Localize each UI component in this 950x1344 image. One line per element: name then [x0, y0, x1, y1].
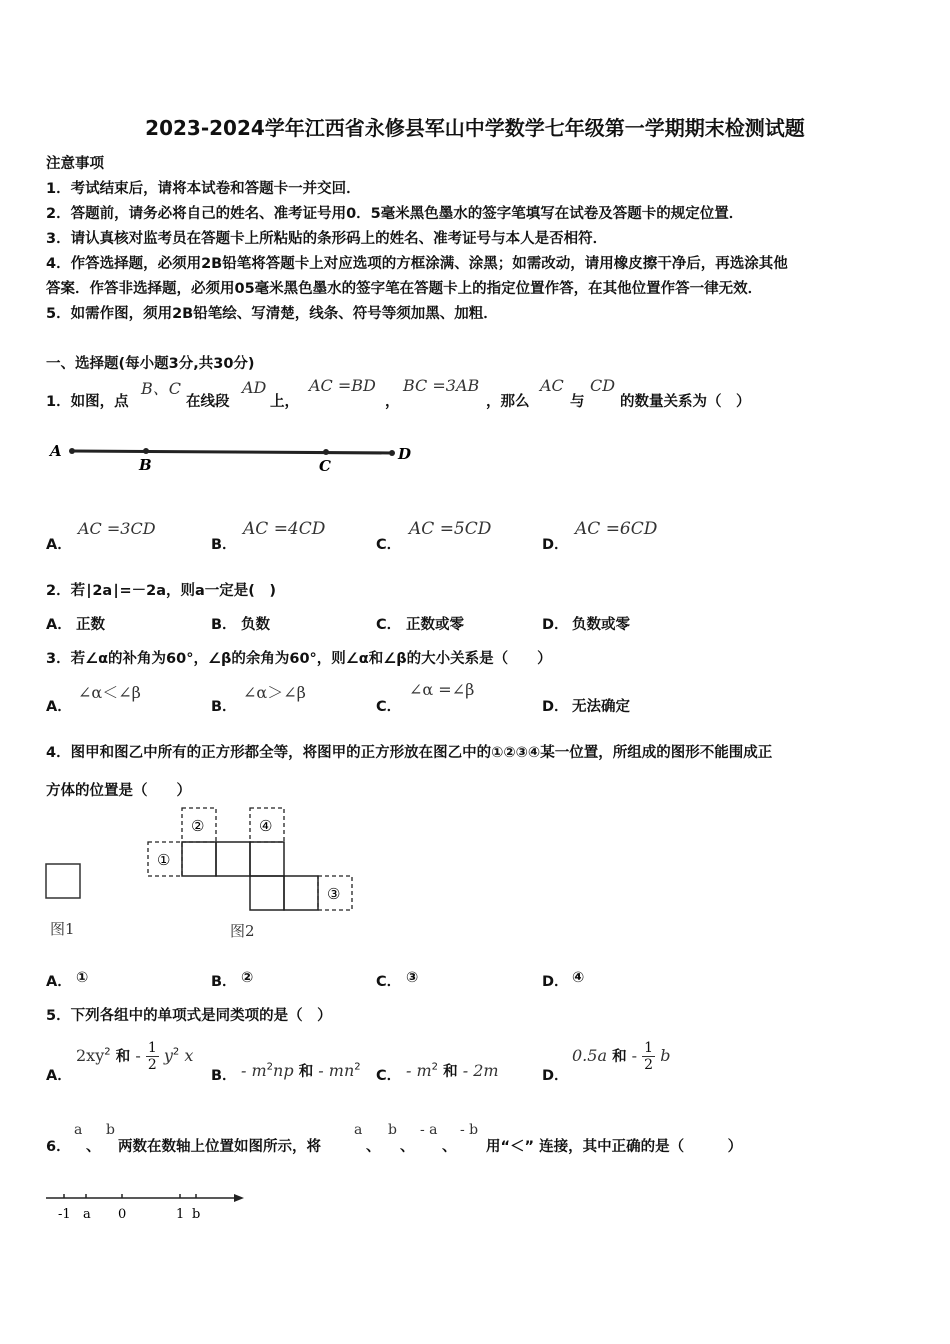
q6-number: 6．: [46, 1139, 71, 1155]
q2-option-d-label: D．: [542, 617, 569, 633]
q6-b: b: [106, 1122, 115, 1138]
q5-option-d-label: D．: [542, 1068, 569, 1084]
point-b: [143, 448, 149, 454]
q2-option-a-label: A．: [46, 617, 72, 633]
note-item-4: 4．作答选择题，必须用2B铅笔将答题卡上对应选项的方框涂满、涂黑；如需改动，请用橡皮擦干净后，再选涂其他: [46, 256, 788, 272]
q1-text-up: 上，: [270, 394, 299, 410]
q6-neg-a: - a: [420, 1122, 438, 1138]
fig2-square-3: [250, 842, 284, 876]
q4-option-c[interactable]: ③: [406, 970, 419, 986]
q1-option-d-label: D．: [542, 537, 569, 553]
q5-a-term1: 2xy: [76, 1046, 105, 1065]
q3-option-a[interactable]: ∠α＜∠β: [78, 683, 141, 702]
note-item-1: 1．考试结束后，请将本试卷和答题卡一并交回．: [46, 181, 361, 197]
q4-option-a-label: A．: [46, 974, 72, 990]
q5-option-a[interactable]: $2xy^2$ 和 - $\frac{1}{2}$ $y^2$ x: [76, 1040, 194, 1073]
q5-option-c-label: C．: [376, 1068, 402, 1084]
q1-cd: CD: [590, 376, 616, 395]
q1-option-c[interactable]: AC =5CD: [409, 519, 492, 539]
tick-label-b: b: [192, 1207, 201, 1222]
tick-label-a: a: [83, 1207, 91, 1222]
mark-1: ①: [157, 851, 171, 869]
fig2-square-2: [216, 842, 250, 876]
q1-ac: AC: [540, 376, 564, 395]
q5-d-fraction: $\frac{1}{2}$: [644, 1040, 654, 1073]
q6-neg-b: - b: [460, 1122, 479, 1138]
q1-option-a-label: A．: [46, 537, 72, 553]
q1-then: ，那么: [486, 394, 530, 410]
q6-sep2: 、: [366, 1139, 381, 1155]
q5-stem: 5．下列各组中的单项式是同类项的是（ ）: [46, 1008, 332, 1024]
mark-2: ②: [191, 817, 205, 835]
q4-option-d-label: D．: [542, 974, 569, 990]
note-item-2: 2．答题前，请务必将自己的姓名、准考证号用0．5毫米黑色墨水的签字笔填写在试卷及答题卡的规定位置．: [46, 206, 744, 222]
q2-option-c-label: C．: [376, 617, 402, 633]
label-a: A: [50, 442, 62, 460]
mark-4: ④: [259, 817, 273, 835]
fig2-label: 图2: [230, 922, 255, 940]
q1-and: 与: [570, 394, 585, 410]
q2-option-d[interactable]: 负数或零: [572, 617, 630, 633]
q3-option-a-label: A．: [46, 699, 72, 715]
q2-option-b-label: B．: [211, 617, 237, 633]
q5-option-d[interactable]: 0.5a 和 - $\frac{1}{2}$ b: [572, 1040, 671, 1073]
q3-option-b-label: B．: [211, 699, 237, 715]
section-heading: 一、选择题(每小题3分,共30分): [46, 356, 255, 372]
q1-segment: AD: [242, 378, 267, 397]
mark-3: ③: [327, 885, 341, 903]
q3-option-d-label: D．: [542, 699, 569, 715]
label-c: C: [319, 457, 331, 475]
segment-ad-line: [72, 451, 392, 453]
fig1-square: [46, 864, 80, 898]
point-d: [389, 450, 395, 456]
label-b: B: [139, 456, 152, 474]
page-title: 2023-2024学年江西省永修县军山中学数学七年级第一学期期末检测试题: [145, 116, 805, 140]
q1-comma: ，: [385, 394, 400, 410]
q6-text-2: 用“＜” 连接，其中正确的是（ ）: [486, 1139, 743, 1155]
fig2-square-1: [182, 842, 216, 876]
q5-a-fraction: $\frac{1}{2}$: [147, 1040, 157, 1073]
q6-text-1: 两数在数轴上位置如图所示，将: [118, 1139, 321, 1155]
q3-option-c-label: C．: [376, 699, 402, 715]
q2-option-a[interactable]: 正数: [76, 617, 105, 633]
tick-label-0: 0: [118, 1207, 127, 1222]
q1-option-c-label: C．: [376, 537, 402, 553]
notes-heading: 注意事项: [46, 156, 104, 172]
q6-sep3: 、: [400, 1139, 415, 1155]
q4-option-c-label: C．: [376, 974, 402, 990]
q1-relation: 的数量关系为（ ）: [620, 394, 751, 410]
q1-eq2: BC =3AB: [403, 376, 480, 395]
q5-option-b[interactable]: - $m^2np$ 和 - $mn^2$: [241, 1061, 361, 1080]
q4-option-b[interactable]: ②: [241, 970, 254, 986]
q1-option-d[interactable]: AC =6CD: [575, 519, 658, 539]
q1-text-on: 在线段: [186, 394, 230, 410]
q5-option-b-label: B．: [211, 1068, 237, 1084]
q1-points: B、C: [141, 379, 182, 398]
q2-stem: 2．若∣2a∣=－2a，则a一定是( ): [46, 583, 277, 599]
q2-option-c[interactable]: 正数或零: [406, 617, 464, 633]
q1-option-b-label: B．: [211, 537, 237, 553]
q4-option-d[interactable]: ④: [572, 970, 585, 986]
q2-option-b[interactable]: 负数: [241, 617, 270, 633]
q4-option-a[interactable]: ①: [76, 970, 89, 986]
tick-label-1: 1: [176, 1207, 185, 1222]
q4-stem-line1: 4．图甲和图乙中所有的正方形都全等，将图甲的正方形放在图乙中的①②③④某一位置，所组成的图形不能围成正: [46, 745, 773, 761]
q6-sep4: 、: [442, 1139, 457, 1155]
q1-option-a[interactable]: AC =3CD: [78, 519, 156, 538]
q3-stem: 3．若∠α的补角为60°，∠β的余角为60°，则∠α和∠β的大小关系是（ ）: [46, 651, 552, 667]
q6-a2: a: [354, 1122, 363, 1138]
q3-option-d[interactable]: 无法确定: [572, 699, 630, 715]
label-d: D: [398, 445, 412, 463]
note-item-4-cont: 答案．作答非选择题，必须用05毫米黑色墨水的签字笔在答题卡上的指定位置作答，在其他位置作答一律无效．: [46, 281, 763, 297]
fig2-square-4: [250, 876, 284, 910]
q4-figure: [40, 800, 370, 945]
point-a: [69, 448, 75, 454]
q1-number: 1．如图，点: [46, 394, 129, 410]
q1-option-b[interactable]: AC =4CD: [243, 519, 326, 539]
point-c: [323, 449, 329, 455]
axis-arrow: [234, 1194, 244, 1202]
q6-a: a: [74, 1122, 83, 1138]
q5-a-and: 和: [115, 1049, 131, 1065]
fig1-label: 图1: [50, 920, 75, 938]
q1-eq1: AC =BD: [309, 376, 376, 395]
q4-stem-line2: 方体的位置是（ ）: [46, 783, 191, 799]
q6-sep1: 、: [86, 1139, 101, 1155]
q4-option-b-label: B．: [211, 974, 237, 990]
q1-segment-figure: [40, 436, 430, 480]
note-item-3: 3．请认真核对监考员在答题卡上所粘贴的条形码上的姓名、准考证号与本人是否相符．: [46, 231, 608, 247]
q3-option-b[interactable]: ∠α＞∠β: [243, 683, 306, 702]
q6-b2: b: [388, 1122, 397, 1138]
q3-option-c[interactable]: ∠α =∠β: [409, 680, 475, 699]
fig2-square-5: [284, 876, 318, 910]
tick-label-neg1: -1: [58, 1207, 71, 1222]
q6-number-line: [40, 1185, 260, 1227]
note-item-5: 5．如需作图，须用2B铅笔绘、写清楚，线条、符号等须加黑、加粗．: [46, 306, 498, 322]
q5-option-a-label: A．: [46, 1068, 72, 1084]
q5-option-c[interactable]: - $m^2$ 和 - 2m: [406, 1061, 499, 1080]
